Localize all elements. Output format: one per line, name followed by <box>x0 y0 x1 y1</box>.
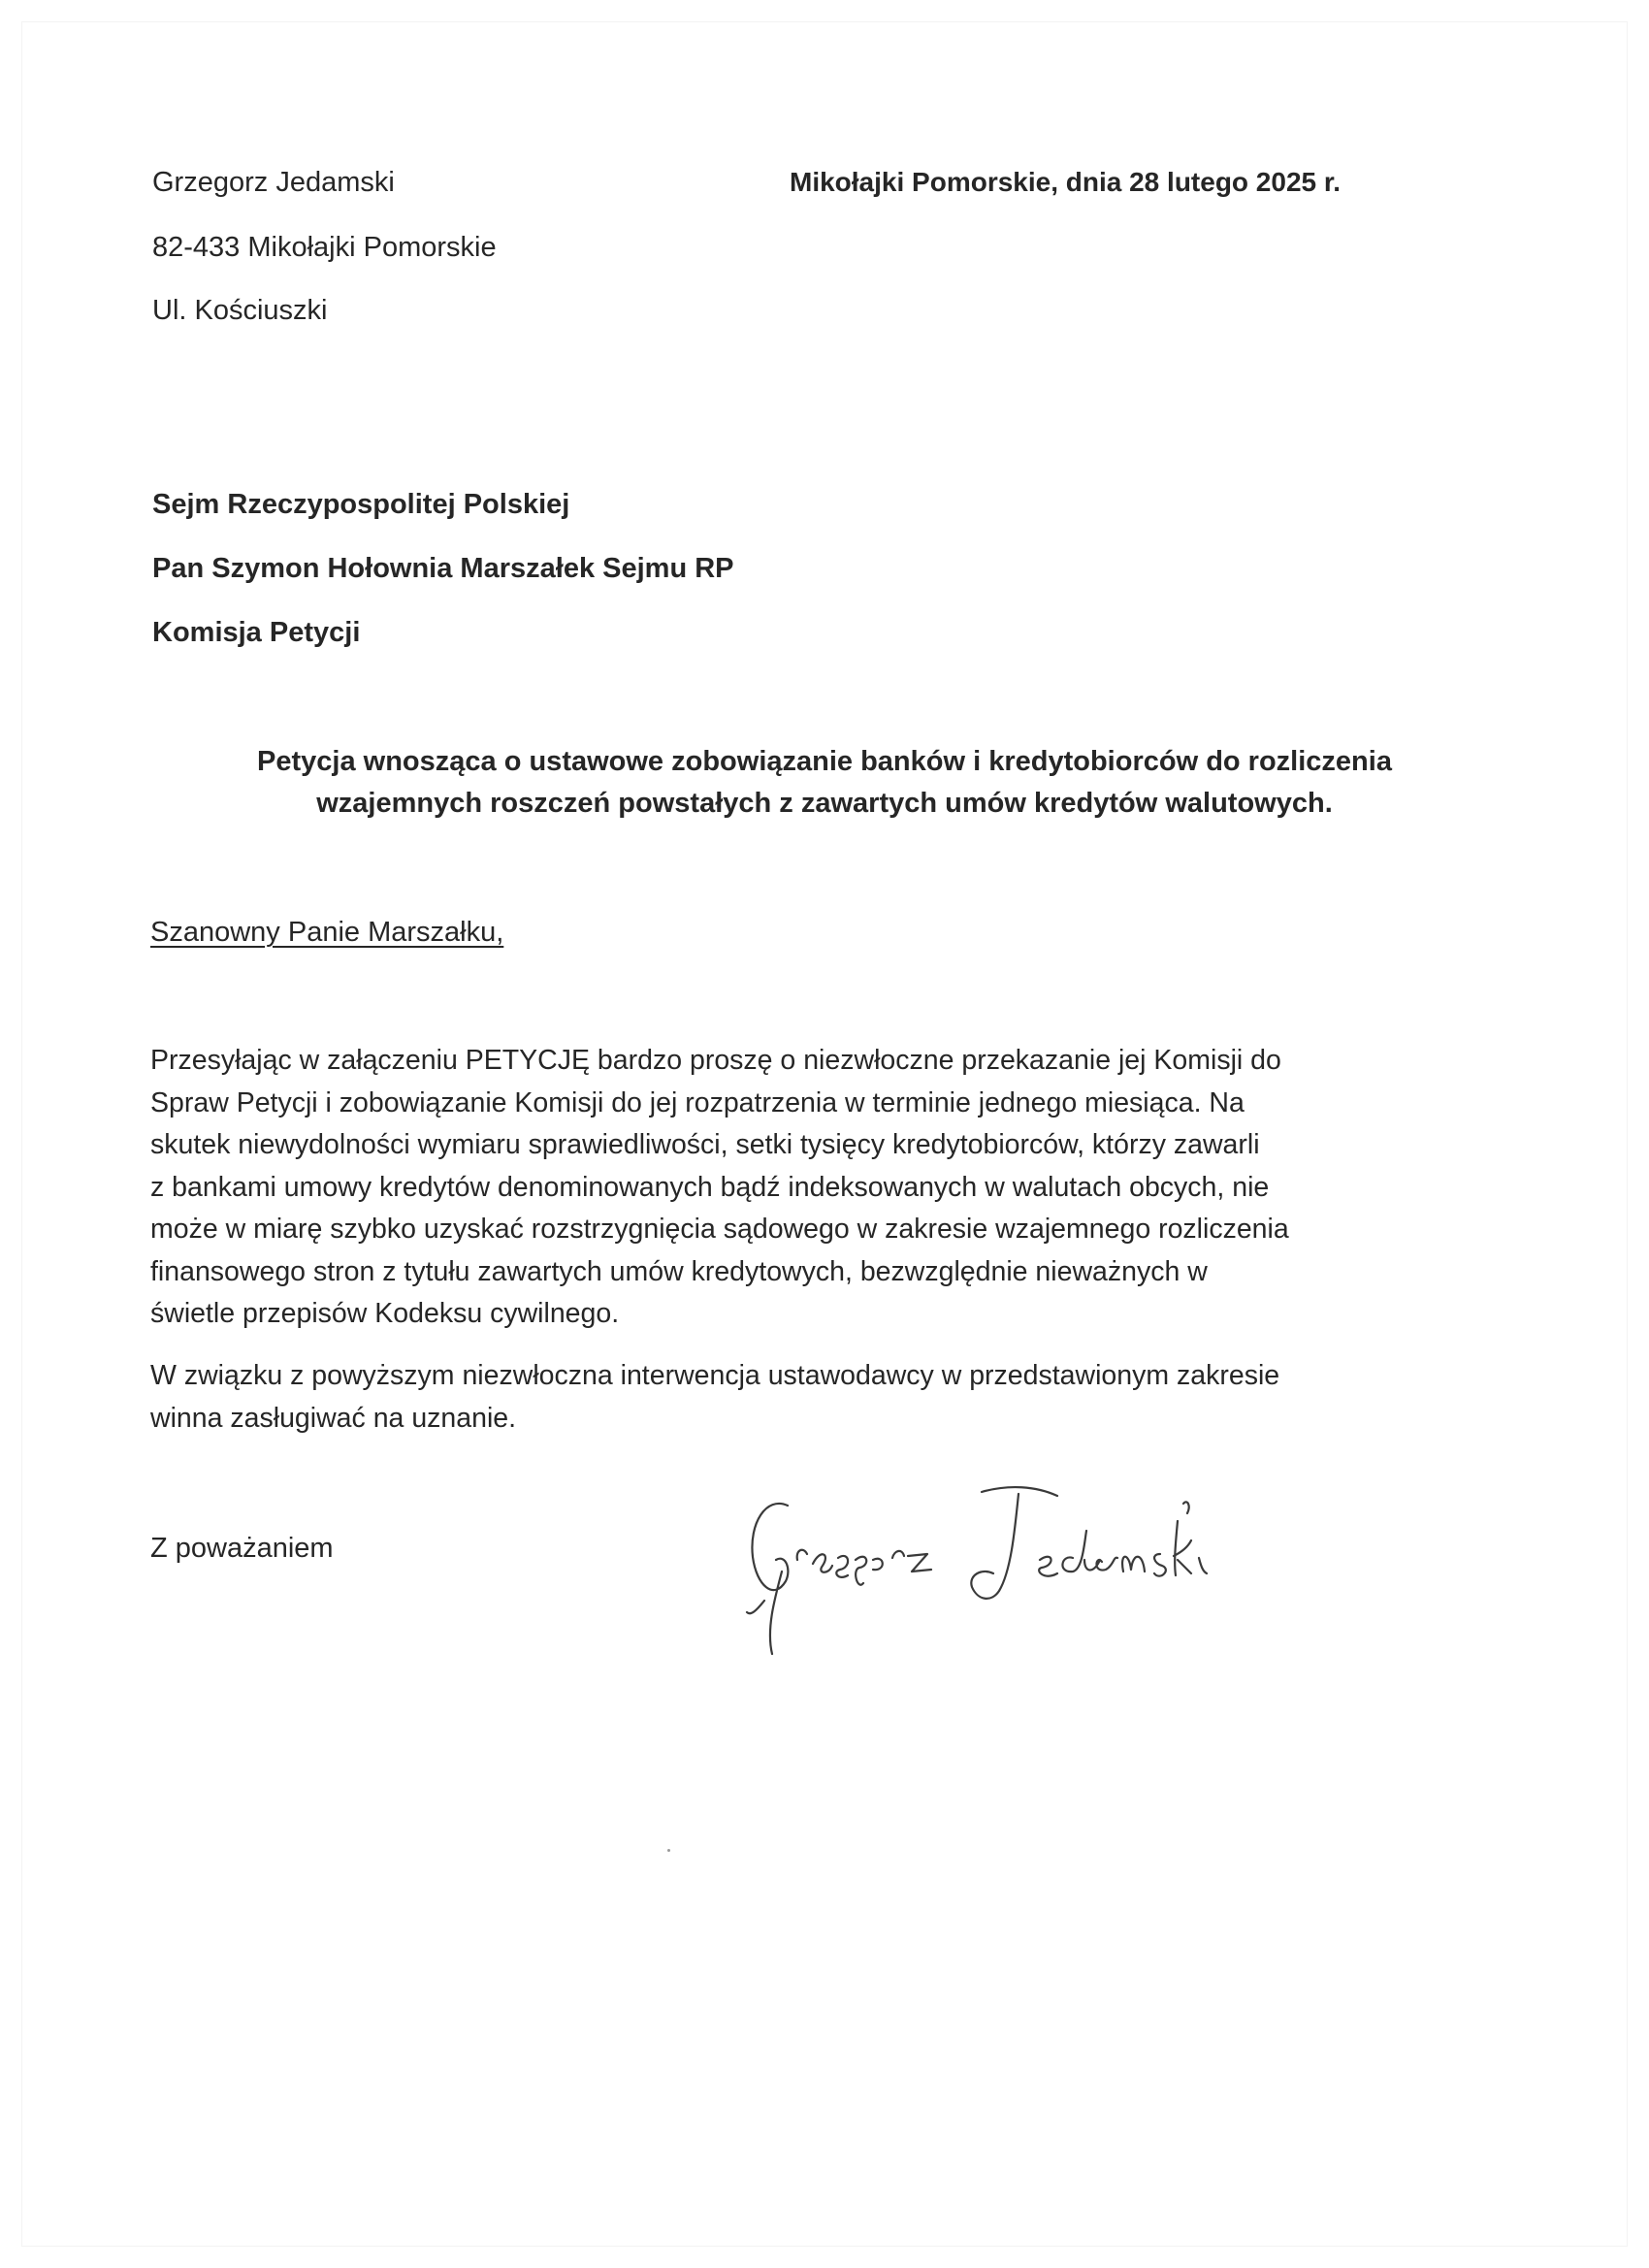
sender-street: Ul. Kościuszki <box>152 295 328 326</box>
paragraph-2-line: winna zasługiwać na uznanie. <box>150 1402 517 1434</box>
handwritten-signature <box>728 1445 1290 1669</box>
paragraph-1-line: Spraw Petycji i zobowiązanie Komisji do jej rozpatrzenia w terminie jednego miesiąca. Na <box>150 1086 1245 1118</box>
paragraph-1-line: Przesyłając w załączeniu PETYCJĘ bardzo proszę o niezwłoczne przekazanie jej Komisji do <box>150 1045 1281 1076</box>
subject-line-2: wzajemnych roszczeń powstałych z zawartych umów kredytów walutowych. <box>316 788 1333 819</box>
recipient-line-3: Komisja Petycji <box>152 617 361 648</box>
sender-name: Grzegorz Jedamski <box>152 167 395 198</box>
paragraph-1-line: skutek niewydolności wymiaru sprawiedliwości, setki tysięcy kredytobiorców, którzy zawarli <box>150 1129 1260 1160</box>
salutation: Szanowny Panie Marszałku, <box>150 917 504 948</box>
place-and-date: Mikołajki Pomorskie, dnia 28 lutego 2025 r. <box>790 167 1341 197</box>
paragraph-1-line: może w miarę szybko uzyskać rozstrzygnięcia sądowego w zakresie wzajemnego rozliczenia <box>150 1214 1289 1245</box>
closing-phrase: Z poważaniem <box>150 1533 334 1564</box>
paragraph-2-line: W związku z powyższym niezwłoczna interwencja ustawodawcy w przedstawionym zakresie <box>150 1360 1280 1391</box>
recipient-line-2: Pan Szymon Hołownia Marszałek Sejmu RP <box>152 553 734 584</box>
paragraph-1-line: finansowego stron z tytułu zawartych umów kredytowych, bezwzględnie nieważnych w <box>150 1255 1208 1287</box>
letter-subject <box>152 741 1497 825</box>
body-paragraph-2 <box>150 1355 1411 1440</box>
scan-speck <box>667 1849 670 1852</box>
paragraph-1-line: świetle przepisów Kodeksu cywilnego. <box>150 1298 620 1329</box>
subject-line-1: Petycja wnosząca o ustawowe zobowiązanie banków i kredytobiorców do rozliczenia <box>257 746 1392 777</box>
recipient-line-1: Sejm Rzeczypospolitej Polskiej <box>152 489 570 520</box>
body-paragraph-1 <box>150 1040 1411 1336</box>
paragraph-1-line: z bankami umowy kredytów denominowanych bądź indeksowanych w walutach obcych, nie <box>150 1171 1270 1203</box>
sender-postal-address: 82-433 Mikołajki Pomorskie <box>152 232 497 263</box>
